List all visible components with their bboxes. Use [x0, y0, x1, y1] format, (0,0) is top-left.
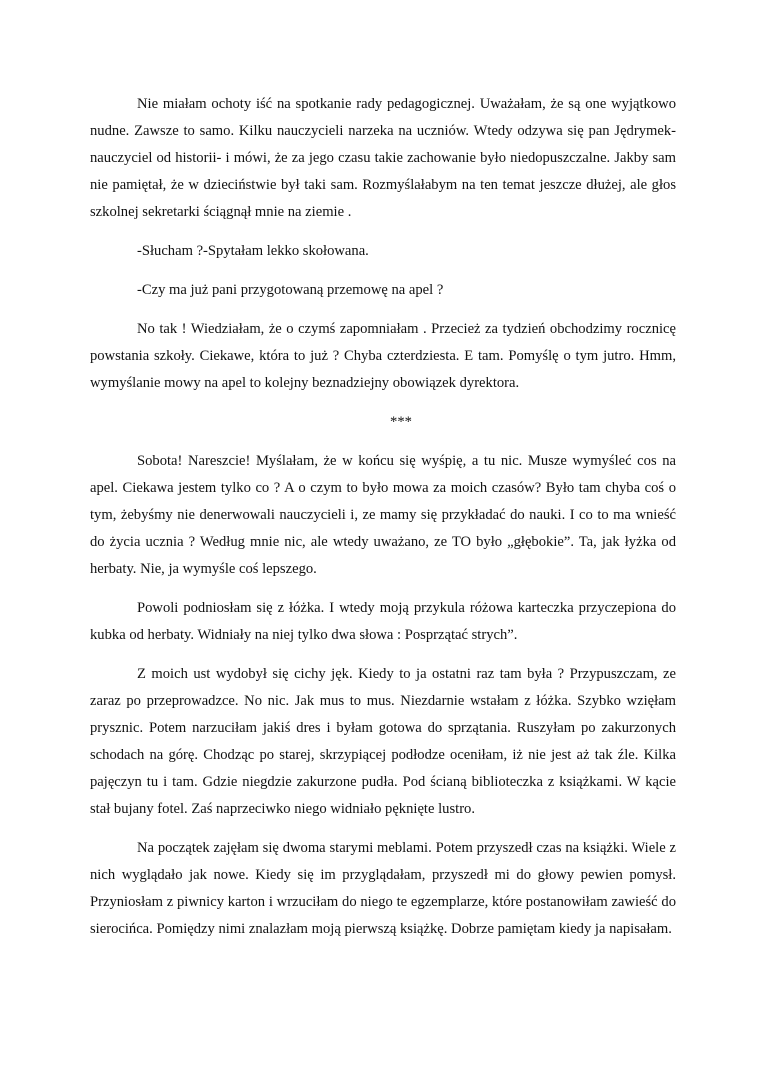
dialogue-line-listening: -Słucham ?-Spytałam lekko skołowana.: [137, 243, 369, 259]
paragraph-pink-note: Powoli podniosłam się z łóżka. I wtedy moją przykula różowa karteczka przyczepiona do kubka od herbaty. Widniały na niej tylko dwa słowa : Posprzątać strych”.: [90, 600, 676, 643]
paragraph-books: Na początek zajęłam się dwoma starymi meblami. Potem przyszedł czas na książki. Wiele z nich wyglądało jak nowe. Kiedy się im przyglądałam, przyszedł mi do głowy pewien pomysł. Przyniosłam z piwnicy karton i wrzuciłam do niego te egzemplarze, które postanowiłam zawieść do sierocińca. Pomiędzy nimi znalazłam moją pierwszą książkę. Dobrze pamiętam kiedy ja napisałam.: [90, 840, 676, 937]
paragraph-saturday: Sobota! Nareszcie! Myślałam, że w końcu się wyśpię, a tu nic. Musze wymyśleć cos na apel. Ciekawa jestem tylko co ? A o czym to było mowa za moich czasów? Było tam chyba coś o tym, żebyśmy nie denerwowali nauczycieli i, ze mamy się przykładać do nauki. I co to ma wnieść do życia ucznia ? Według mnie nic, ale wtedy uważano, ze TO było „głębokie”. Ta, jak łyżka od herbaty. Nie, ja wymyśle coś lepszego.: [90, 453, 676, 577]
paragraph-anniversary: No tak ! Wiedziałam, że o czymś zapomniałam . Przecież za tydzień obchodzimy rocznicę powstania szkoły. Ciekawe, która to już ? Chyba czterdziesta. E tam. Pomyślę o tym jutro. Hmm, wymyślanie mowy na apel to kolejny beznadziejny obowiązek dyrektora.: [90, 321, 676, 391]
section-separator: ***: [390, 414, 412, 430]
document-page: [90, 91, 676, 955]
paragraph-attic: Z moich ust wydobył się cichy jęk. Kiedy to ja ostatni raz tam była ? Przypuszczam, ze zaraz po przeprowadzce. No nic. Jak mus to mus. Niezdarnie wstałam z łóżka. Szybko wzięłam prysznic. Potem narzuciłam jakiś dres i byłam gotowa do sprzątania. Ruszyłam po zakurzonych schodach na górę. Chodząc po starej, skrzypiącej podłodze oceniłam, iż nie jest aż tak źle. Kilka pajęczyn tu i tam. Gdzie niegdzie zakurzone pudła. Pod ścianą biblioteczka z książkami. W kącie stał bujany fotel. Zaś naprzeciwko niego widniało pęknięte lustro.: [90, 666, 676, 817]
dialogue-line-speech-question: -Czy ma już pani przygotowaną przemowę na apel ?: [137, 282, 444, 298]
paragraph-council-meeting: Nie miałam ochoty iść na spotkanie rady pedagogicznej. Uważałam, że są one wyjątkowo nudne. Zawsze to samo. Kilku nauczycieli narzeka na uczniów. Wtedy odzywa się pan Jędrymek- nauczyciel od historii- i mówi, że za jego czasu takie zachowanie było niedopuszczalne. Jakby sam nie pamiętał, że w dzieciństwie był taki sam. Rozmyślałabym na ten temat jeszcze dłużej, ale głos szkolnej sekretarki ściągnął mnie na ziemie .: [90, 96, 676, 220]
